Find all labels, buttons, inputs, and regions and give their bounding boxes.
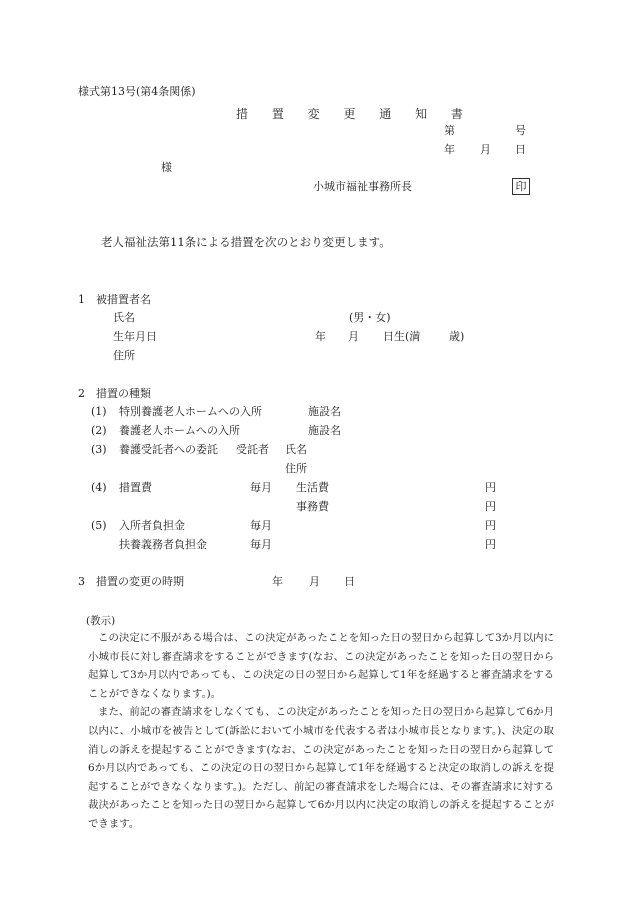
item5-number: (5) xyxy=(91,519,107,532)
item4-office-cost-label: 事務費 xyxy=(296,500,329,513)
item4-office-yen: 円 xyxy=(485,500,496,513)
change-day-label: 日 xyxy=(344,575,355,588)
item4-monthly-label: 毎月 xyxy=(250,481,272,494)
item4-living-cost-label: 生活費 xyxy=(296,481,329,494)
issue-month-label: 月 xyxy=(480,143,491,156)
age-suffix-label: 歳) xyxy=(449,330,465,343)
item1-number: (1) xyxy=(91,405,107,418)
item5-monthly-label: 毎月 xyxy=(250,519,272,532)
name-label: 氏名 xyxy=(113,311,135,324)
seal-stamp: 印 xyxy=(512,178,530,195)
item3-address-label: 住所 xyxy=(285,462,307,475)
section1-heading: 1 被措置者名 xyxy=(78,293,151,306)
gender-field: (男・女) xyxy=(349,311,391,324)
addressee-suffix: 様 xyxy=(161,161,172,174)
item4-living-yen: 円 xyxy=(485,481,496,494)
document-title: 措 置 変 更 通 知 書 xyxy=(236,107,473,121)
issue-year-label: 年 xyxy=(444,143,455,156)
notice-number-suffix: 号 xyxy=(515,124,526,137)
item3-label: 養護受託者への委託 xyxy=(119,443,218,456)
instruction-paragraph-2: また、前記の審査請求をしなくても、この決定があったことを知った日の翌日から起算して6か月以内に、小城市を被告として(訴訟において小城市を代表する者は小城市長となります。)、決定の取消しの訴えを提起することができます(なお、この決定があったことを知った日の翌日から起算して6か月以内であっても、この決定の日の翌日から起算して1年を経過すると決定の取消しの訴えを提起することができなくなります。)。ただし、前記の審査請求をした場合には、その審査請求に対する裁決があったことを知った日の翌日から起算して6か月以内に決定の取消しの訴えを提起することができます。 xyxy=(88,706,554,830)
item3-name-label: 氏名 xyxy=(285,443,307,456)
birth-month-label: 月 xyxy=(348,330,359,343)
item3-trustee-label: 受託者 xyxy=(236,443,269,456)
change-year-label: 年 xyxy=(272,575,283,588)
birthdate-label: 生年月日 xyxy=(113,330,157,343)
item4-number: (4) xyxy=(91,481,107,494)
item5-label: 入所者負担金 xyxy=(119,519,185,532)
item2-facility-label: 施設名 xyxy=(308,424,341,437)
item4-label: 措置費 xyxy=(119,481,152,494)
item2-number: (2) xyxy=(91,424,107,437)
notice-number-label: 第 xyxy=(444,124,455,137)
item5-yen: 円 xyxy=(485,519,496,532)
instruction-paragraph-1: この決定に不服がある場合は、この決定があったことを知った日の翌日から起算して3か月以内に小城市長に対し審査請求をすることができます(なお、この決定があったことを知った日の翌日から起算して3か月以内であっても、この決定の日の翌日から起算して1年を経過すると審査請求をすることができなくなります。)。 xyxy=(88,632,554,700)
item1-label: 特別養護老人ホームへの入所 xyxy=(119,405,262,418)
item5b-label: 扶養義務者負担金 xyxy=(119,538,207,551)
instruction-body xyxy=(88,629,554,834)
issuer-name: 小城市福祉事務所長 xyxy=(313,180,412,193)
section3-heading: 3 措置の変更の時期 xyxy=(78,575,184,588)
change-month-label: 月 xyxy=(309,575,320,588)
birth-day-age-label: 日生(満 xyxy=(383,330,421,343)
intro-statement: 老人福祉法第11条による措置を次のとおり変更します。 xyxy=(101,235,391,249)
instruction-heading: (教示) xyxy=(86,615,116,627)
item2-label: 養護老人ホームへの入所 xyxy=(119,424,240,437)
form-number: 様式第13号(第4条関係) xyxy=(78,85,196,98)
address-label: 住所 xyxy=(113,349,135,362)
item5b-yen: 円 xyxy=(485,538,496,551)
issue-day-label: 日 xyxy=(515,143,526,156)
birth-year-label: 年 xyxy=(315,330,326,343)
item5b-monthly-label: 毎月 xyxy=(250,538,272,551)
item3-number: (3) xyxy=(91,443,107,456)
section2-heading: 2 措置の種類 xyxy=(78,387,151,400)
item1-facility-label: 施設名 xyxy=(308,405,341,418)
